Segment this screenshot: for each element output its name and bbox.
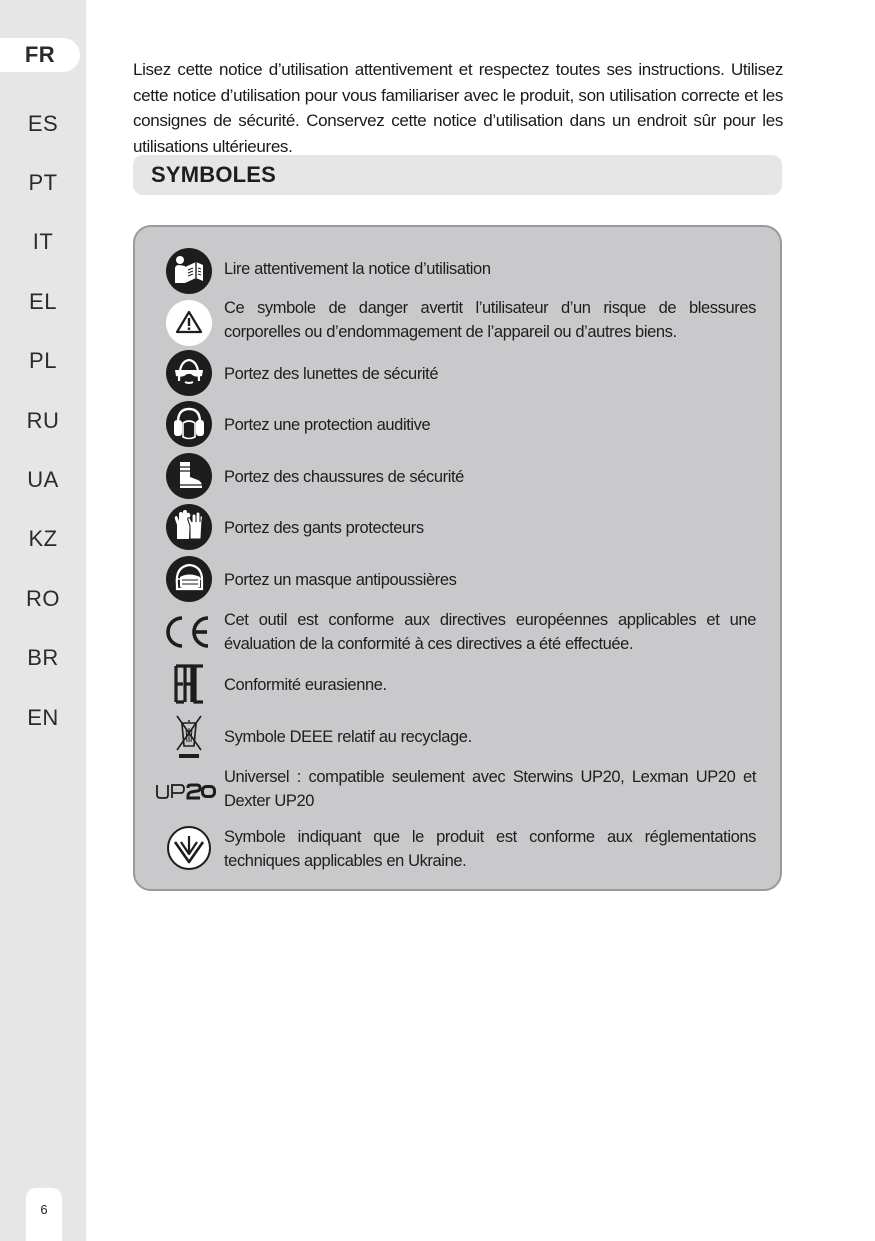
page-number: 6 (26, 1188, 62, 1241)
lang-tab-fr[interactable]: FR (0, 38, 80, 72)
symbol-text: Portez un masque antipoussières (224, 571, 457, 589)
intro-paragraph: Lisez cette notice d’utilisation attentivement et respectez toutes ses instructions. Utilisez cette notice d’utilisation pour vous familiariser avec le produit, son utilisation correcte et les consignes de sécurité. Conservez cette notice d’utilisation dans un endroit sûr pour les utilisations ultérieures. (133, 60, 783, 156)
ce-mark-icon (157, 608, 213, 656)
symbol-text: Symbole indiquant que le produit est conforme aux réglementations techniques applicables en Ukraine. (224, 828, 756, 870)
lang-tab-pt[interactable]: PT (28, 170, 58, 196)
safety-boots-icon (165, 452, 213, 500)
symbol-text: Portez des gants protecteurs (224, 519, 424, 537)
lang-tab-en[interactable]: EN (27, 704, 59, 730)
symbol-text: Portez des lunettes de sécurité (224, 365, 439, 383)
dust-mask-icon (165, 555, 213, 603)
eac-mark-icon (165, 660, 213, 708)
lang-tab-ro[interactable]: RO (26, 585, 60, 611)
lang-tab-br[interactable]: BR (27, 645, 59, 671)
safety-glasses-icon (165, 349, 213, 397)
lang-tab-it[interactable]: IT (32, 229, 54, 255)
up20-logo-icon (153, 765, 217, 813)
symbol-text: Symbole DEEE relatif au recyclage. (224, 728, 472, 746)
symbol-text: Ce symbole de danger avertit l’utilisateur d’un risque de blessures corporelles ou d’endommagement de l’appareil ou d’autres biens. (224, 299, 756, 341)
symbol-text: Cet outil est conforme aux directives européennes applicables et une évaluation de la conformité à ces directives a été effectuée. (224, 611, 756, 653)
ear-protection-icon (165, 400, 213, 448)
ukraine-conformity-icon (165, 824, 213, 872)
lang-tab-kz[interactable]: KZ (28, 526, 58, 552)
gloves-icon (165, 503, 213, 551)
lang-tab-es[interactable]: ES (27, 110, 59, 136)
symbols-panel (133, 225, 782, 891)
lang-tab-ru[interactable]: RU (26, 407, 60, 433)
warning-triangle-icon (165, 299, 213, 347)
symbol-text: Lire attentivement la notice d’utilisation (224, 260, 491, 278)
symbol-text: Universel : compatible seulement avec Sterwins UP20, Lexman UP20 et Dexter UP20 (224, 768, 756, 810)
language-list (0, 35, 86, 747)
symbol-text: Conformité eurasienne. (224, 676, 387, 694)
lang-tab-ua[interactable]: UA (27, 467, 59, 493)
symbol-text: Portez des chaussures de sécurité (224, 468, 464, 486)
read-manual-icon (165, 247, 213, 295)
lang-tab-el[interactable]: EL (29, 288, 57, 314)
section-title: SYMBOLES (133, 155, 782, 195)
lang-tab-pl[interactable]: PL (29, 348, 57, 374)
symbol-text: Portez une protection auditive (224, 416, 431, 434)
weee-bin-icon (165, 712, 213, 760)
language-sidebar (0, 0, 86, 1241)
